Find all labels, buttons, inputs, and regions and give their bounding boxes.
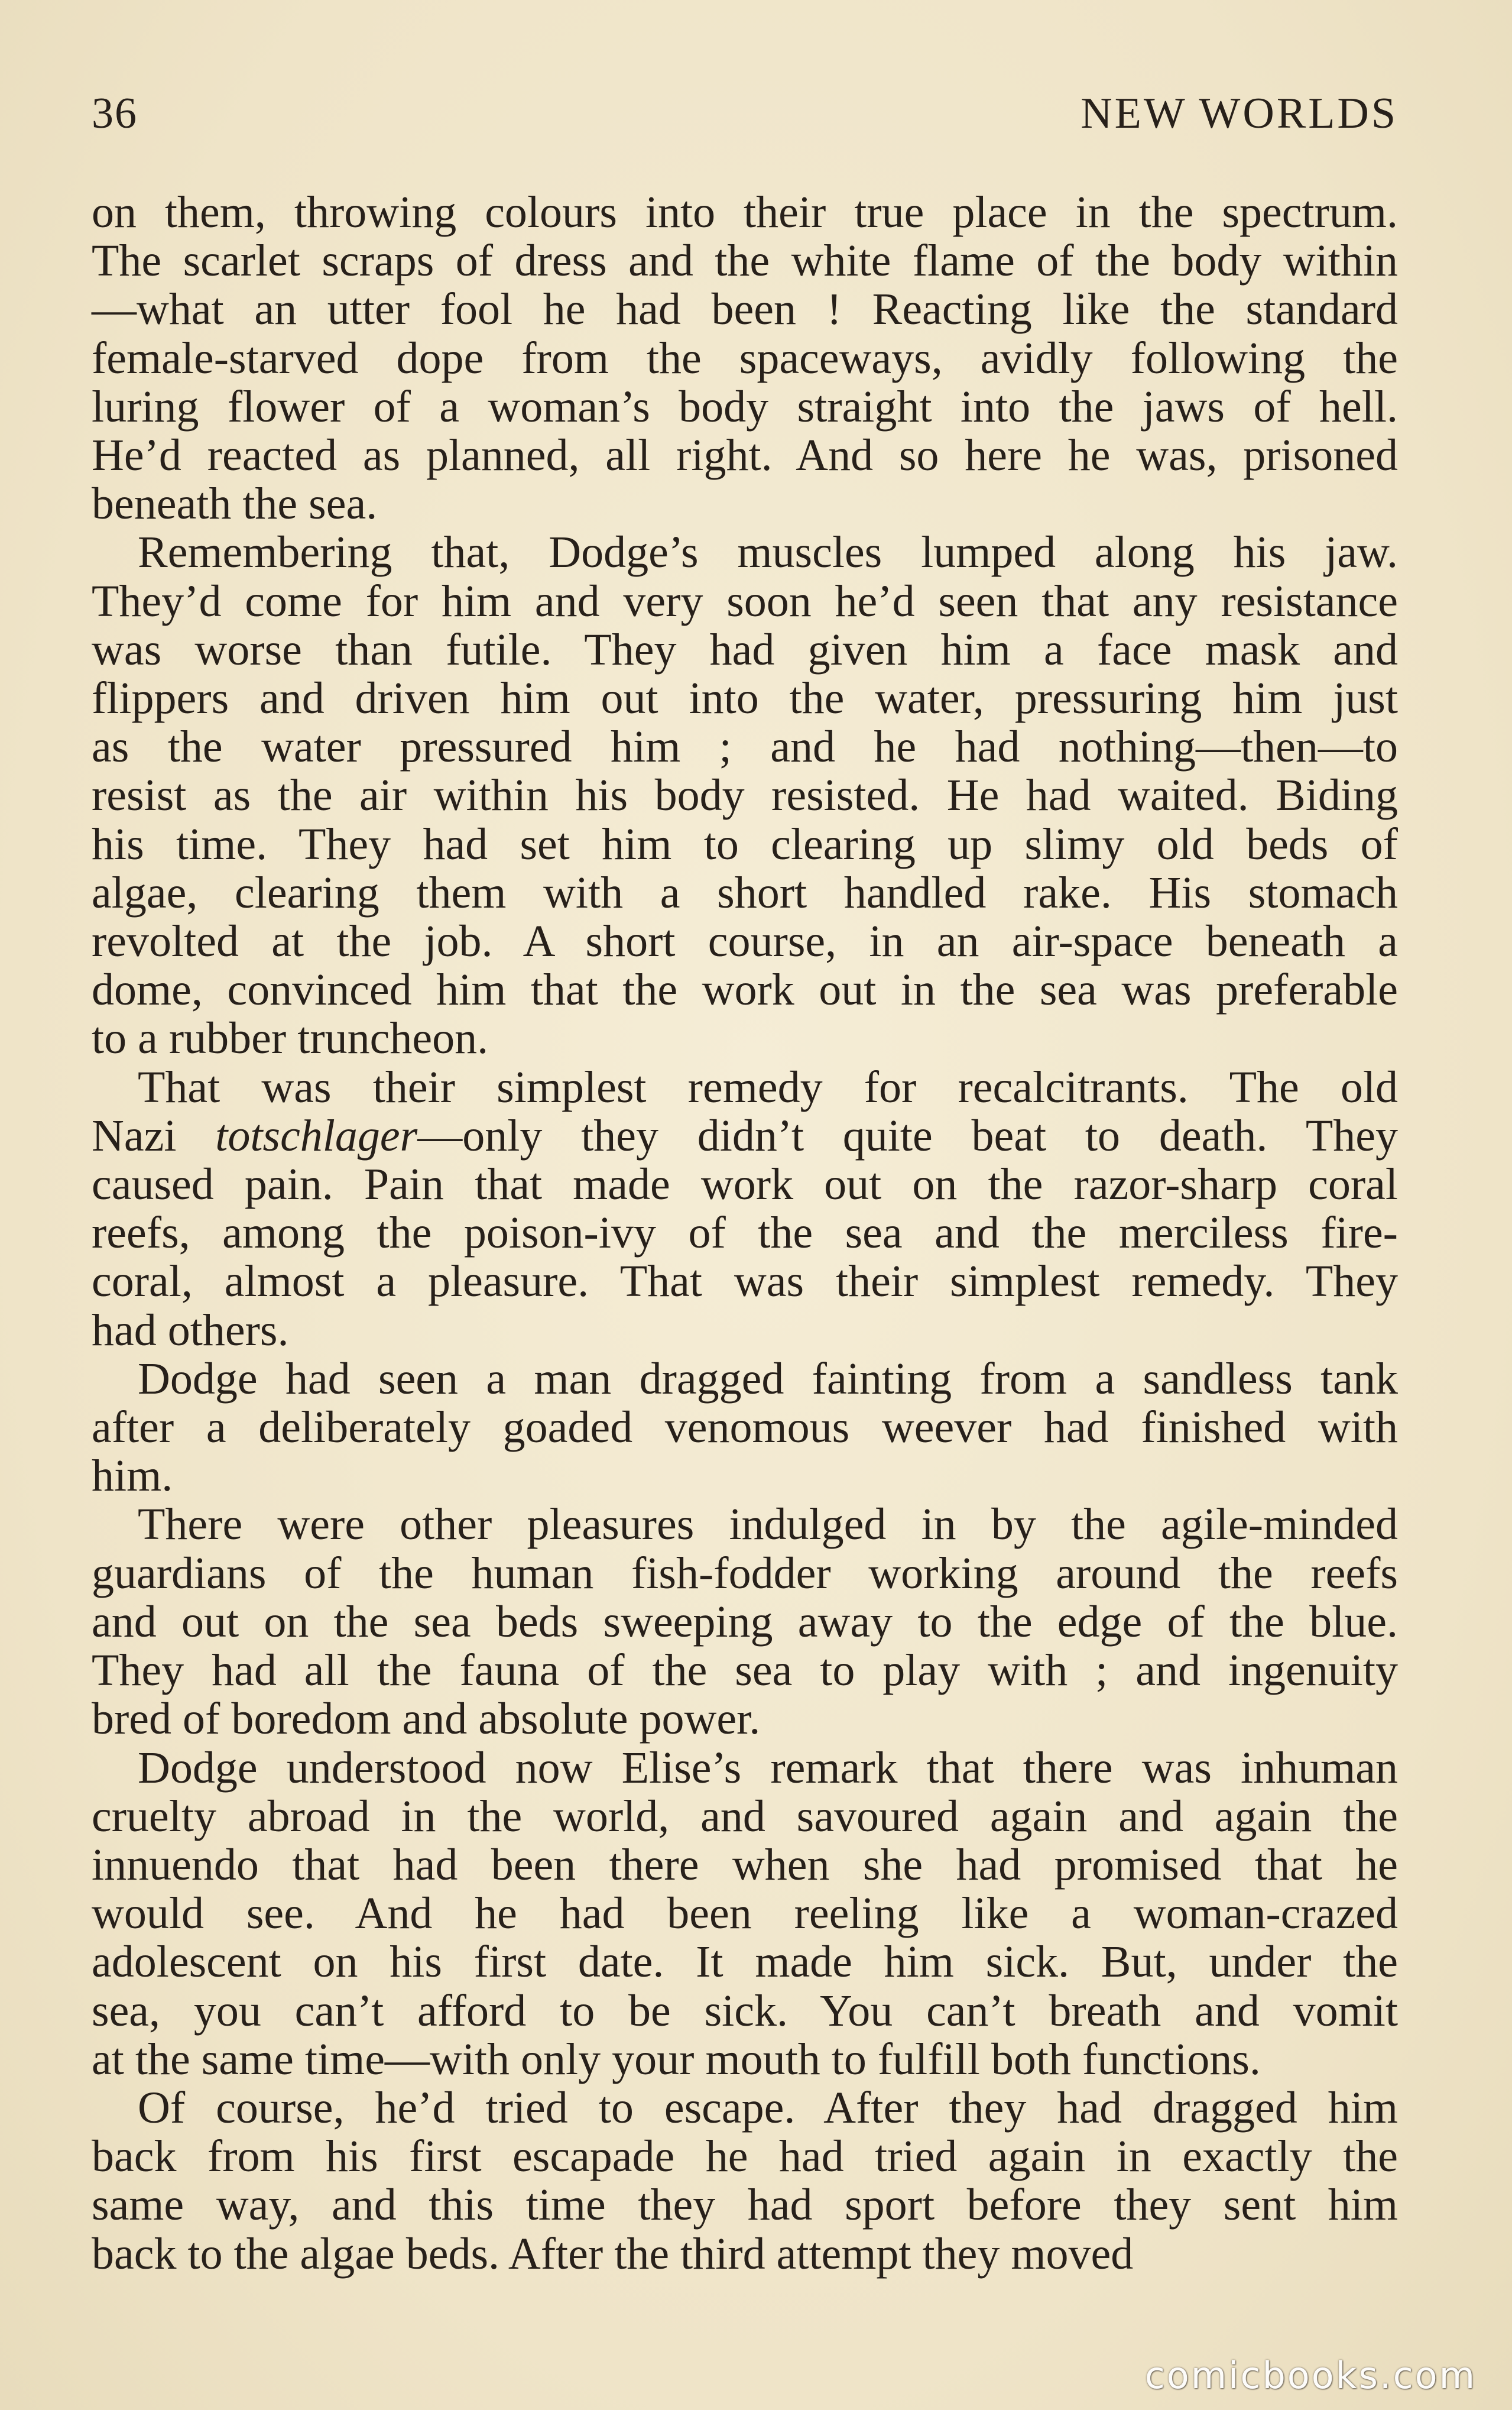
- paragraph: [92, 1355, 1398, 1501]
- text-line: Nazi totschlager—only they didn’t quite beat to death. They: [92, 1110, 1398, 1161]
- text-line: guardians of the human fish-fodder working around the reefs: [92, 1548, 1398, 1598]
- text-line: to a rubber truncheon.: [92, 1013, 489, 1064]
- page-header: [92, 89, 1398, 148]
- text-line: revolted at the job. A short course, in an air-space beneath a: [92, 916, 1398, 967]
- paragraph: [92, 188, 1398, 528]
- text-line: was worse than futile. They had given him a face mask and: [92, 624, 1398, 675]
- text-line: at the same time—with only your mouth to fulfill both functions.: [92, 2034, 1261, 2084]
- text-line: Of course, he’d tried to escape. After they had dragged him: [138, 2082, 1398, 2133]
- text-line: had others.: [92, 1305, 289, 1355]
- text-line: They’d come for him and very soon he’d seen that any resistance: [92, 576, 1398, 626]
- text-line: flippers and driven him out into the water, pressuring him just: [92, 673, 1398, 724]
- text-line: after a deliberately goaded venomous weever had finished with: [92, 1402, 1398, 1453]
- text-line: reefs, among the poison-ivy of the sea and the merciless fire-: [92, 1208, 1398, 1258]
- paragraph: [92, 528, 1398, 1063]
- text-line: cruelty abroad in the world, and savoured again and again the: [92, 1791, 1398, 1841]
- text-line: back from his first escapade he had tried again in exactly the: [92, 2132, 1398, 2182]
- text-line: Dodge understood now Elise’s remark that there was inhuman: [138, 1742, 1398, 1793]
- running-title: NEW WORLDS: [1081, 89, 1398, 138]
- italic-word: totschlager: [215, 1110, 418, 1161]
- text-line: him.: [92, 1451, 173, 1501]
- text-line: luring flower of a woman’s body straight into the jaws of hell.: [92, 381, 1398, 432]
- paragraph: [92, 2084, 1398, 2278]
- page-number: 36: [92, 89, 138, 138]
- text-line: on them, throwing colours into their true place in the spectrum.: [92, 187, 1398, 237]
- text-line: innuendo that had been there when she had promised that he: [92, 1839, 1398, 1890]
- text-line: resist as the air within his body resisted. He had waited. Biding: [92, 770, 1398, 821]
- text-line: beneath the sea.: [92, 479, 378, 529]
- watermark-logo: comicbooks.com: [1144, 2354, 1477, 2397]
- text-line: female-starved dope from the spaceways, avidly following the: [92, 333, 1398, 383]
- text-line: caused pain. Pain that made work out on the razor-sharp coral: [92, 1159, 1398, 1210]
- text-line: He’d reacted as planned, all right. And so here he was, prisoned: [92, 430, 1398, 481]
- text-line: The scarlet scraps of dress and the white flame of the body within: [92, 236, 1398, 286]
- text-line: adolescent on his first date. It made him sick. But, under the: [92, 1937, 1398, 1987]
- text-line: his time. They had set him to clearing up slimy old beds of: [92, 819, 1398, 869]
- paragraph: [92, 1063, 1398, 1355]
- paragraph: [92, 1500, 1398, 1743]
- text-line: sea, you can’t afford to be sick. You can’t breath and vomit: [92, 1985, 1398, 2036]
- text-line: as the water pressured him ; and he had nothing—then—to: [92, 722, 1398, 772]
- text-line: Dodge had seen a man dragged fainting from a sandless tank: [138, 1353, 1398, 1404]
- text-line: back to the algae beds. After the third attempt they moved: [92, 2228, 1134, 2279]
- text-line: would see. And he had been reeling like a woman-crazed: [92, 1889, 1398, 1939]
- text-line: That was their simplest remedy for recalcitrants. The old: [138, 1062, 1398, 1112]
- text-line: They had all the fauna of the sea to play with ; and ingenuity: [92, 1645, 1398, 1696]
- text-line: coral, almost a pleasure. That was their simplest remedy. They: [92, 1256, 1398, 1307]
- text-line: Remembering that, Dodge’s muscles lumped along his jaw.: [138, 527, 1398, 578]
- text-line: and out on the sea beds sweeping away to the edge of the blue.: [92, 1596, 1398, 1647]
- paragraph: [92, 1744, 1398, 2084]
- text-line: There were other pleasures indulged in by the agile-minded: [138, 1499, 1398, 1550]
- text-line: bred of boredom and absolute power.: [92, 1694, 761, 1744]
- text-line: —what an utter fool he had been ! Reacting like the standard: [92, 284, 1398, 335]
- text-line: dome, convinced him that the work out in the sea was preferable: [92, 965, 1398, 1015]
- text-line: algae, clearing them with a short handled rake. His stomach: [92, 867, 1398, 918]
- body-text: [92, 188, 1398, 2278]
- text-line: same way, and this time they had sport before they sent him: [92, 2180, 1398, 2230]
